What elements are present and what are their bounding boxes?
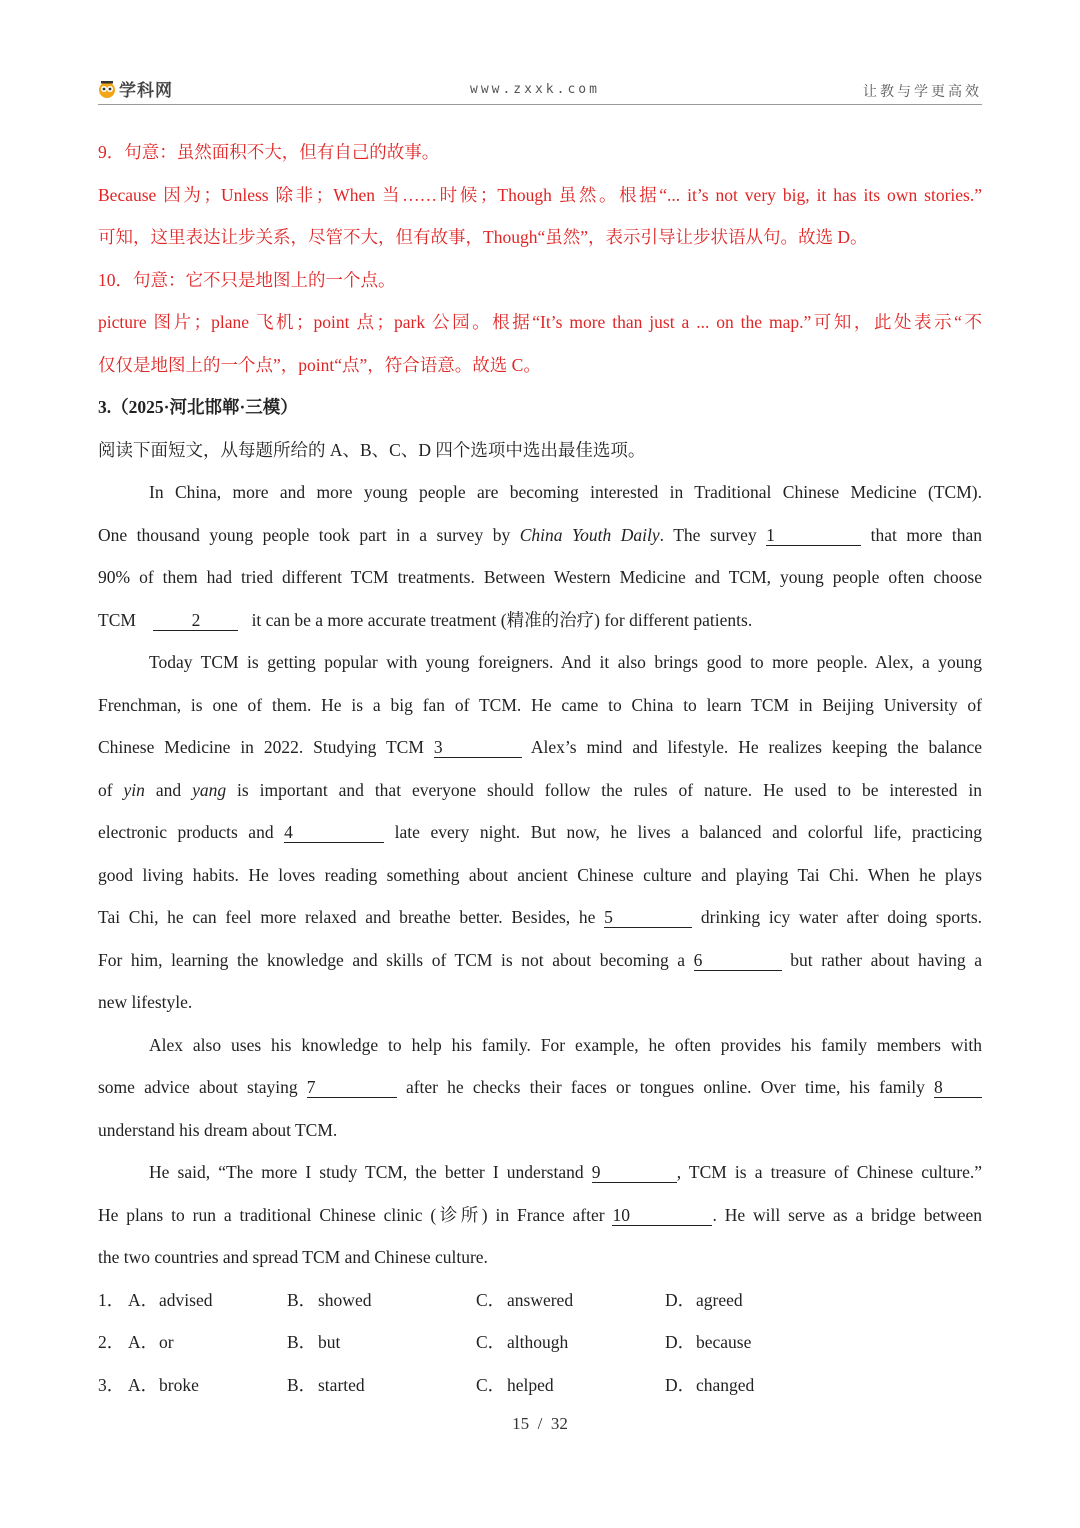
passage-line	[98, 769, 982, 812]
option-text: advised	[159, 1289, 213, 1310]
text-span: and	[155, 779, 182, 800]
text-span: . The survey	[659, 524, 757, 545]
option-letter: A．	[128, 1289, 159, 1310]
text-span: Tai Chi, he can feel more relaxed and breathe better. Besides, he	[98, 907, 596, 927]
header-slogan: 让教与学更高效	[863, 84, 982, 100]
option-letter: A．	[128, 1374, 159, 1395]
total-pages: 32	[550, 1414, 568, 1433]
owl-logo-icon	[98, 80, 116, 98]
text-span: but rather about having a	[790, 949, 983, 970]
passage-line: new lifestyle.	[98, 992, 193, 1012]
passage-line: In China, more and more young people are becoming interested in Traditional Chinese Medicine (TCM).	[149, 482, 982, 502]
passage-line: the two countries and spread TCM and Chinese culture.	[98, 1247, 488, 1267]
blank-3[interactable]: 3	[434, 737, 522, 758]
option-letter: C．	[476, 1374, 506, 1395]
option-b[interactable]	[287, 1364, 476, 1407]
option-letter: C．	[476, 1289, 506, 1310]
option-letter: D．	[665, 1374, 696, 1395]
q10-explanation-title: 10．句意：它不只是地图上的一个点。	[98, 269, 396, 290]
passage-line: understand his dream about TCM.	[98, 1119, 338, 1140]
option-row	[98, 1279, 982, 1322]
option-c[interactable]	[476, 1321, 665, 1364]
option-b[interactable]	[287, 1279, 476, 1322]
passage-line	[98, 514, 982, 557]
option-number: 3．	[98, 1374, 125, 1395]
question-heading	[98, 386, 982, 429]
passage-line: good living habits. He loves reading something about ancient Chinese culture and playing Tai Chi. When he plays	[98, 864, 982, 885]
newspaper-title: China Youth Daily	[519, 524, 660, 545]
term-yin: yin	[123, 779, 145, 800]
option-number: 1．	[98, 1289, 125, 1310]
text-span: One thousand young people took part in a survey by	[98, 524, 520, 545]
blank-8[interactable]: 8	[934, 1077, 982, 1098]
option-d[interactable]	[665, 1364, 754, 1407]
passage-line	[98, 1151, 982, 1194]
q10-explanation-line: 仅仅是地图上的一个点”，point“点”，符合语意。故选 C。	[98, 354, 541, 375]
text-span: Alex’s mind and lifestyle. He realizes keeping the balance	[530, 737, 982, 757]
option-text: changed	[696, 1374, 755, 1395]
page-separator: /	[537, 1414, 543, 1433]
option-text: because	[696, 1332, 752, 1352]
blank-7[interactable]: 7	[307, 1077, 397, 1098]
text-span: that more than	[870, 524, 983, 545]
option-a[interactable]	[98, 1279, 287, 1322]
option-text: started	[318, 1374, 365, 1395]
blank-6[interactable]: 6	[694, 950, 782, 971]
q10-explanation-line: picture 图片；plane 飞机；point 点；park 公园。根据“It’s more than just a ... on the map.”可知，此处表示“不	[98, 312, 982, 332]
option-letter: B．	[287, 1332, 317, 1352]
text-span: drinking icy water after doing sports.	[700, 907, 983, 927]
option-letter: B．	[287, 1374, 317, 1395]
passage-line	[98, 896, 982, 939]
passage-line	[98, 726, 982, 769]
blank-9[interactable]: 9	[592, 1162, 677, 1183]
option-number: 2．	[98, 1332, 125, 1352]
blank-4[interactable]: 4	[284, 822, 384, 843]
passage-line: Frenchman, is one of them. He is a big fan of TCM. He came to China to learn TCM in Beijing University of	[98, 694, 982, 715]
passage-line	[98, 599, 982, 642]
text-span: after he checks their faces or tongues online. Over time, his family	[405, 1077, 925, 1097]
passage-line	[98, 1194, 982, 1237]
option-letter: A．	[128, 1332, 159, 1352]
text-span: TCM	[98, 609, 136, 630]
text-span: late every night. But now, he lives a balanced and colorful life, practicing	[394, 822, 982, 842]
text-span: of	[98, 779, 113, 800]
blank-5[interactable]: 5	[604, 907, 692, 928]
page-footer	[0, 1414, 1080, 1434]
option-d[interactable]	[665, 1279, 743, 1322]
q9-explanation-line: 可知，这里表达让步关系，尽管不大，但有故事，Though“虽然”，表示引导让步状语从句。故选 D。	[98, 227, 868, 247]
blank-1[interactable]: 1	[766, 525, 861, 546]
option-c[interactable]	[476, 1364, 665, 1407]
option-text: agreed	[696, 1289, 743, 1310]
option-d[interactable]	[665, 1321, 751, 1364]
option-row	[98, 1364, 982, 1407]
text-span: Chinese Medicine in 2022. Studying TCM	[98, 737, 424, 757]
option-text: showed	[318, 1289, 372, 1310]
passage-line: 90% of them had tried different TCM treatments. Between Western Medicine and TCM, young people often choose	[98, 567, 982, 587]
option-row	[98, 1321, 982, 1364]
text-span: He said, “The more I study TCM, the better I understand	[149, 1162, 584, 1182]
blank-2[interactable]: 2	[153, 610, 238, 631]
q9-explanation-line: Because 因为；Unless 除非；When 当……时候；Though 虽然。根据“... it’s not very big, it has its own stories.”	[98, 184, 982, 205]
logo	[98, 76, 173, 101]
q9-explanation-title: 9．句意：虽然面积不大，但有自己的故事。	[98, 142, 440, 162]
passage-line	[98, 1066, 982, 1109]
passage-line	[98, 811, 982, 854]
text-span: it can be a more accurate treatment (精准的治疗) for different patients.	[251, 609, 753, 630]
option-text: answered	[507, 1289, 574, 1310]
passage-line	[98, 939, 982, 982]
site-url[interactable]: www.zxxk.com	[470, 82, 600, 97]
option-text: although	[507, 1332, 569, 1352]
page-content	[98, 131, 982, 1406]
text-span: , TCM is a treasure of Chinese culture.”	[676, 1162, 982, 1182]
passage-line: Today TCM is getting popular with young foreigners. And it also brings good to more people. Alex, a young	[149, 652, 982, 672]
option-text: helped	[507, 1374, 554, 1395]
term-yang: yang	[192, 779, 227, 800]
current-page: 15	[512, 1414, 530, 1433]
option-letter: D．	[665, 1332, 696, 1352]
text-span: some advice about staying	[98, 1077, 298, 1097]
question-source: （2025·河北邯郸·三模）	[111, 397, 298, 417]
text-span: For him, learning the knowledge and skills of TCM is not about becoming a	[98, 949, 686, 970]
option-letter: D．	[665, 1289, 696, 1310]
text-span: electronic products and	[98, 822, 274, 842]
option-a[interactable]	[98, 1364, 287, 1407]
question-instruction: 阅读下面短文，从每题所给的 A、B、C、D 四个选项中选出最佳选项。	[98, 439, 646, 460]
passage-line: Alex also uses his knowledge to help his family. For example, he often provides his family members with	[149, 1034, 982, 1055]
text-span: He plans to run a traditional Chinese clinic (诊所) in France after	[98, 1204, 605, 1225]
text-span: . He will serve as a bridge between	[712, 1204, 983, 1225]
page-header	[98, 76, 982, 105]
text-span: is important and that everyone should follow the rules of nature. He used to be interested in	[237, 779, 983, 800]
logo-text: 学科网	[119, 81, 173, 101]
option-a[interactable]	[98, 1321, 287, 1364]
blank-10[interactable]: 10	[612, 1205, 712, 1226]
option-letter: C．	[476, 1332, 506, 1352]
option-letter: B．	[287, 1289, 317, 1310]
option-b[interactable]	[287, 1321, 476, 1364]
option-c[interactable]	[476, 1279, 665, 1322]
question-number: 3.	[98, 397, 112, 417]
option-text: or	[159, 1332, 174, 1352]
option-text: but	[318, 1332, 341, 1352]
option-text: broke	[159, 1374, 199, 1395]
